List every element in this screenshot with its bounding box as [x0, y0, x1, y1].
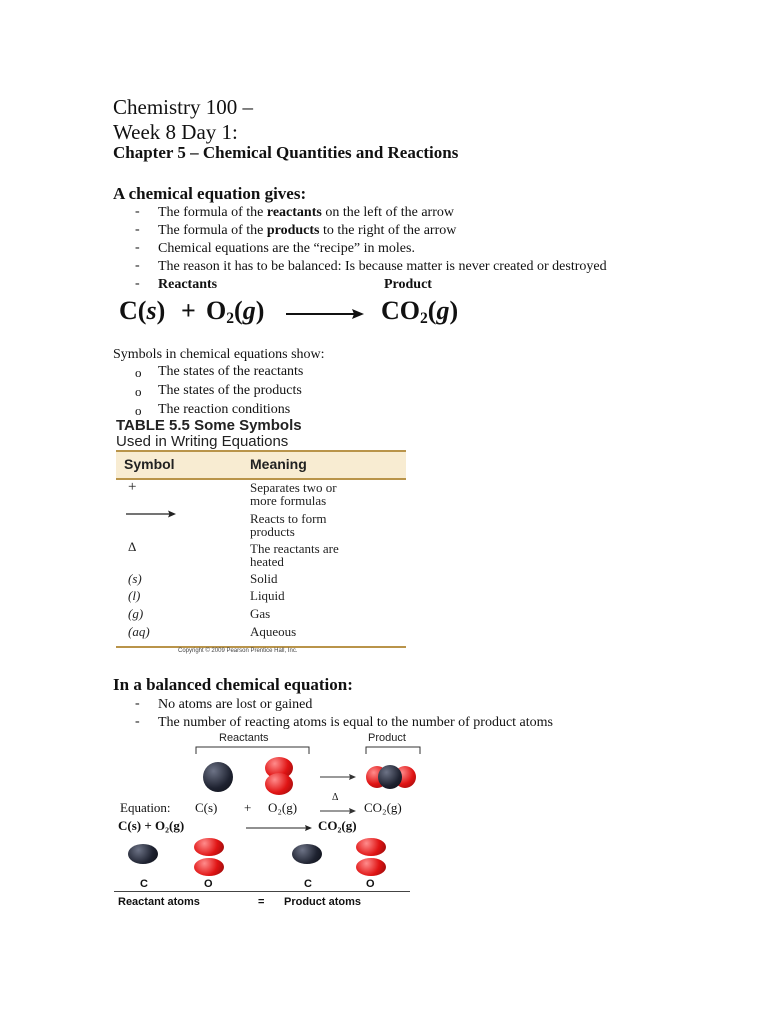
oxygen-atom-icon	[356, 838, 386, 856]
eq-state: s	[146, 296, 157, 325]
table-copyright: Copyright © 2009 Pearson Prentice Hall, Inc.	[178, 648, 298, 654]
title-line-1: Chemistry 100 –	[113, 95, 253, 119]
list-item: The states of the reactants	[158, 364, 304, 379]
atom-label-c: C	[304, 878, 312, 890]
equation-reactant-c	[119, 296, 165, 326]
list-item-text: The formula of the	[158, 223, 267, 238]
table-symbol: (g)	[128, 606, 144, 621]
balanced-atoms-figure	[114, 730, 410, 915]
figure-divider	[114, 891, 410, 892]
oxygen-atom-icon	[356, 858, 386, 876]
eq-text: C(	[119, 296, 147, 325]
table-title-2: Used in Writing Equations	[116, 433, 289, 450]
table-meaning: Aqueous	[250, 624, 297, 639]
symbols-intro: Symbols in chemical equations show:	[113, 347, 325, 362]
list-item	[158, 222, 456, 240]
table-meaning: Separates two or	[250, 480, 337, 495]
table-meaning: The reactants are	[250, 541, 339, 556]
eq-subscript: 2	[420, 310, 428, 327]
list-item: The reaction conditions	[158, 402, 291, 417]
eq-subscript: 2	[226, 310, 235, 327]
dash-bullet: -	[135, 714, 140, 729]
equation-plus: +	[181, 296, 196, 325]
figure-eq-plus: +	[244, 800, 252, 815]
figure-eq-c: C(s)	[195, 800, 218, 815]
dash-bullet: -	[135, 222, 140, 237]
eq-text: O	[206, 296, 227, 325]
reaction-arrow-icon	[286, 307, 364, 321]
dash-bullet: -	[135, 696, 140, 711]
figure-label-product: Product	[368, 732, 406, 744]
eq-text: )	[156, 296, 166, 325]
dash-bullet: -	[135, 240, 140, 255]
heat-arrow-icon	[320, 806, 356, 816]
carbon-atom-icon	[203, 762, 233, 792]
list-item: The states of the products	[158, 383, 302, 398]
label-reactants: Reactants	[158, 277, 218, 292]
carbon-atom-icon	[378, 765, 402, 789]
label-product: Product	[384, 277, 432, 292]
oxygen-atom-icon	[194, 838, 224, 856]
carbon-atom-icon	[128, 844, 158, 864]
figure-equation-label: Equation:	[120, 800, 171, 815]
dash-bullet: -	[135, 204, 140, 219]
table-meaning: heated	[250, 554, 284, 569]
eq-state: g	[242, 296, 256, 325]
table-meaning: Liquid	[250, 588, 285, 603]
equation-product-co2: $CO_2(g)$	[381, 296, 459, 327]
chapter-title: Chapter 5 – Chemical Quantities and Reactions	[113, 143, 459, 162]
table-meaning: Solid	[250, 571, 278, 586]
circle-bullet-icon: o	[135, 365, 142, 380]
title-line-2: Week 8 Day 1:	[113, 120, 238, 144]
table-header	[116, 450, 406, 480]
oxygen-atom-icon	[194, 858, 224, 876]
figure-bold-eq-right: CO₂(g)	[318, 818, 357, 833]
eq-state: g	[436, 296, 450, 325]
table-col-symbol: Symbol	[124, 456, 175, 472]
carbon-atom-icon	[292, 844, 322, 864]
reactant-atoms-label: Reactant atoms	[118, 896, 200, 908]
section-heading-equation: A chemical equation gives:	[113, 184, 307, 203]
table-meaning: more formulas	[250, 493, 327, 508]
section-heading-balanced: In a balanced chemical equation:	[113, 675, 353, 694]
figure-eq-co2: CO₂(g)	[364, 800, 402, 815]
figure-eq-o2: O₂(g)	[268, 800, 298, 815]
list-item-bold: products	[266, 223, 320, 238]
atom-label-o: O	[204, 878, 213, 890]
bold-arrow-icon	[246, 823, 312, 833]
table-symbol: Δ	[128, 539, 137, 554]
dash-bullet: -	[135, 276, 140, 291]
small-arrow-icon	[320, 772, 356, 782]
list-item: The reason it has to be balanced: Is because matter is never created or destroyed	[158, 259, 607, 274]
table-meaning: Reacts to form	[250, 511, 327, 526]
product-atoms-label: Product atoms	[284, 896, 362, 908]
circle-bullet-icon: o	[135, 403, 142, 418]
figure-brackets	[194, 744, 424, 756]
reacts-arrow-icon	[126, 509, 176, 519]
equals-sign: =	[258, 896, 265, 908]
list-item	[158, 204, 454, 222]
table-meaning: Gas	[250, 606, 271, 621]
table-symbol: (l)	[128, 588, 141, 603]
list-item-bold: reactants	[266, 205, 322, 220]
list-item-text: The formula of the	[158, 205, 267, 220]
figure-eq-delta: Δ	[332, 792, 339, 803]
symbols-table	[116, 418, 406, 658]
figure-bold-eq-left: C(s) + O₂(g)	[118, 818, 185, 833]
list-item-text: on the left of the arrow	[321, 205, 454, 220]
dash-bullet: -	[135, 258, 140, 273]
eq-text: CO	[381, 296, 420, 325]
table-col-meaning: Meaning	[250, 456, 307, 472]
equation-reactant-o2: $O_2(g)$	[206, 296, 265, 327]
table-symbol: (s)	[128, 571, 142, 586]
circle-bullet-icon: o	[135, 384, 142, 399]
list-item: The number of reacting atoms is equal to the number of product atoms	[158, 715, 554, 730]
table-title-1: TABLE 5.5 Some Symbols	[116, 417, 302, 434]
list-item: No atoms are lost or gained	[158, 697, 313, 712]
list-item-text: to the right of the arrow	[319, 223, 457, 238]
list-item: Chemical equations are the “recipe” in moles.	[158, 241, 415, 256]
atom-label-c: C	[140, 878, 148, 890]
table-symbol: +	[128, 479, 137, 495]
oxygen-atom-icon	[265, 773, 293, 795]
table-meaning: products	[250, 524, 295, 539]
table-symbol: (aq)	[128, 624, 150, 639]
atom-label-o: O	[366, 878, 375, 890]
figure-label-reactants: Reactants	[219, 732, 269, 744]
